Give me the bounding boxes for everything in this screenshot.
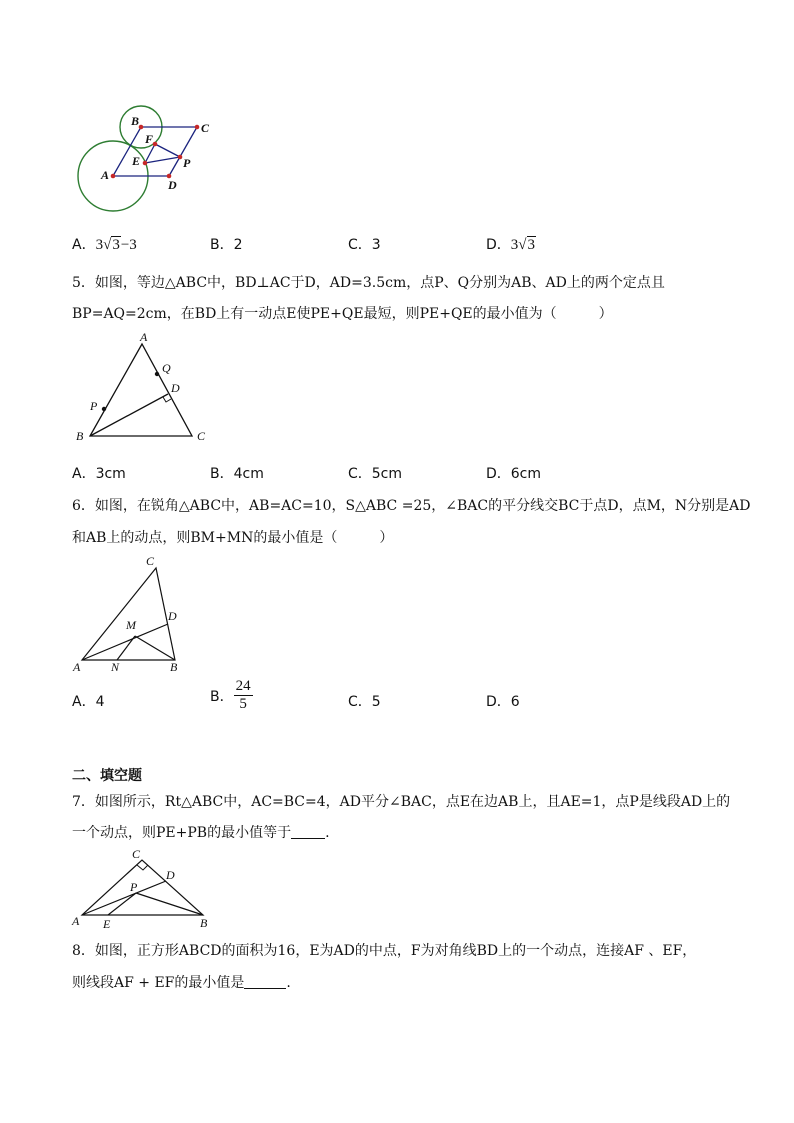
q6-option-a: A．4: [72, 694, 105, 710]
q5-label-p: P: [90, 399, 98, 413]
q6-option-b-denominator: 5: [239, 696, 247, 712]
q7-label-c: C: [132, 847, 141, 861]
q6-option-b-fraction: [234, 678, 253, 713]
q7-answer-blank[interactable]: [291, 826, 325, 839]
q5-label-q: Q: [162, 361, 171, 375]
q7-segment-ad: [82, 881, 166, 915]
q7-right-angle-mark: [137, 865, 148, 870]
q4-segment-ab: [113, 127, 141, 176]
q8-text-line2-end: .: [286, 975, 291, 991]
q4-point-e: [143, 161, 148, 166]
q7-label-e: E: [103, 917, 111, 930]
q4-label-b: B: [131, 114, 140, 128]
q5-option-b: B．4cm: [210, 466, 264, 482]
q4-option-a-tail: −3: [120, 237, 137, 253]
q6-figure: [70, 552, 200, 677]
q6-label-c: C: [146, 554, 155, 568]
q4-option-d: [486, 234, 536, 254]
q7-text-line1: 7．如图所示，Rt△ABC中，AC=BC=4，AD平分∠BAC，点E在边AB上，且AE=1，点P是线段AD上的: [72, 794, 731, 810]
q4-option-a-rad: 3: [112, 237, 120, 253]
q4-segment-ep: [145, 157, 180, 163]
q7-label-p: P: [130, 880, 138, 894]
q4-option-a: [72, 234, 137, 254]
q6-option-c: C．5: [348, 694, 381, 710]
q5-label-a: A: [140, 330, 148, 344]
q5-text-line1: 5．如图，等边△ABC中，BD⊥AC于D，AD=3.5cm，点P、Q分别为AB、AD上的两个定点且: [72, 275, 665, 291]
q7-segment-pb: [136, 893, 203, 915]
q4-label-c: C: [201, 121, 210, 135]
q4-segment-fp: [155, 144, 180, 157]
q5-option-d: D．6cm: [486, 466, 542, 482]
q6-label-b: B: [170, 660, 178, 674]
q7-text-line2-end: .: [325, 825, 330, 841]
q6-option-b-numerator: 24: [235, 678, 251, 694]
q6-segment-bm: [135, 636, 175, 660]
q7-figure: [70, 845, 220, 930]
q4-label-a: A: [101, 168, 110, 182]
q4-option-c: C．3: [348, 237, 381, 253]
q4-option-d-value: 3√3: [510, 237, 536, 253]
q6-segment-mn: [117, 636, 135, 660]
q4-figure: [70, 100, 230, 215]
q4-point-f: [153, 142, 158, 147]
q4-label-d: D: [168, 178, 177, 192]
q4-option-a-value: 3√3−3: [95, 237, 137, 253]
q5-option-c: C．5cm: [348, 466, 403, 482]
q4-point-p: [178, 155, 183, 160]
q4-option-d-prefix: D．: [486, 237, 511, 253]
q4-point-b: [139, 125, 144, 130]
q4-point-a: [111, 174, 116, 179]
q6-option-b-prefix: B．: [210, 688, 234, 705]
q4-label-p: P: [183, 156, 191, 170]
q4-point-c: [195, 125, 200, 130]
q4-label-e: E: [132, 154, 141, 168]
q5-label-d: D: [171, 381, 180, 395]
q5-text-line2: BP=AQ=2cm，在BD上有一动点E使PE+QE最短，则PE+QE的最小值为（ ）: [72, 306, 613, 322]
q7-label-b: B: [200, 916, 208, 930]
q5-right-angle-mark: [163, 397, 171, 402]
q5-option-a: A．3cm: [72, 466, 126, 482]
q7-segment-pe: [108, 893, 136, 915]
q6-text-line2: 和AB上的动点，则BM+MN的最小值是（ ）: [72, 530, 394, 546]
q6-label-a: A: [73, 660, 81, 674]
q6-text-line1: 6．如图，在锐角△ABC中，AB=AC=10，S△ABC =25，∠BAC的平分线交BC于点D，点M，N分别是AD: [72, 498, 751, 514]
q6-triangle-abc: [82, 568, 175, 660]
q8-answer-blank[interactable]: [244, 976, 286, 989]
q5-label-c: C: [197, 429, 206, 443]
q8-text-line2: [72, 972, 291, 992]
q5-label-b: B: [76, 429, 84, 443]
q6-option-b: [210, 678, 253, 713]
section-heading-fill-in: 二、填空题: [72, 768, 142, 784]
q5-point-q: [155, 372, 159, 376]
q4-option-d-coef: 3: [510, 237, 519, 253]
q6-label-m: M: [126, 618, 136, 632]
q8-text-line2-body: 则线段AF + EF的最小值是: [72, 975, 245, 991]
q4-option-a-prefix: A．: [72, 237, 96, 253]
q6-label-d: D: [168, 609, 177, 623]
q8-text-line1: 8．如图，正方形ABCD的面积为16，E为AD的中点，F为对角线BD上的一个动点，连接AF 、EF，: [72, 943, 697, 959]
q7-text-line2: [72, 822, 330, 842]
q5-figure: [70, 330, 220, 450]
q4-option-d-rad: 3: [527, 237, 536, 253]
q6-option-d: D．6: [486, 694, 520, 710]
q4-option-a-coef: 3: [95, 237, 104, 253]
q7-label-a: A: [72, 914, 80, 928]
q7-triangle-abc: [82, 860, 203, 915]
q5-point-p: [102, 407, 106, 411]
q4-option-b: B．2: [210, 237, 243, 253]
q6-segment-ad: [82, 624, 168, 660]
q7-label-d: D: [166, 868, 175, 882]
q6-label-n: N: [111, 660, 120, 674]
q7-text-line2-body: 一个动点，则PE+PB的最小值等于: [72, 825, 292, 841]
q4-label-f: F: [145, 132, 154, 146]
